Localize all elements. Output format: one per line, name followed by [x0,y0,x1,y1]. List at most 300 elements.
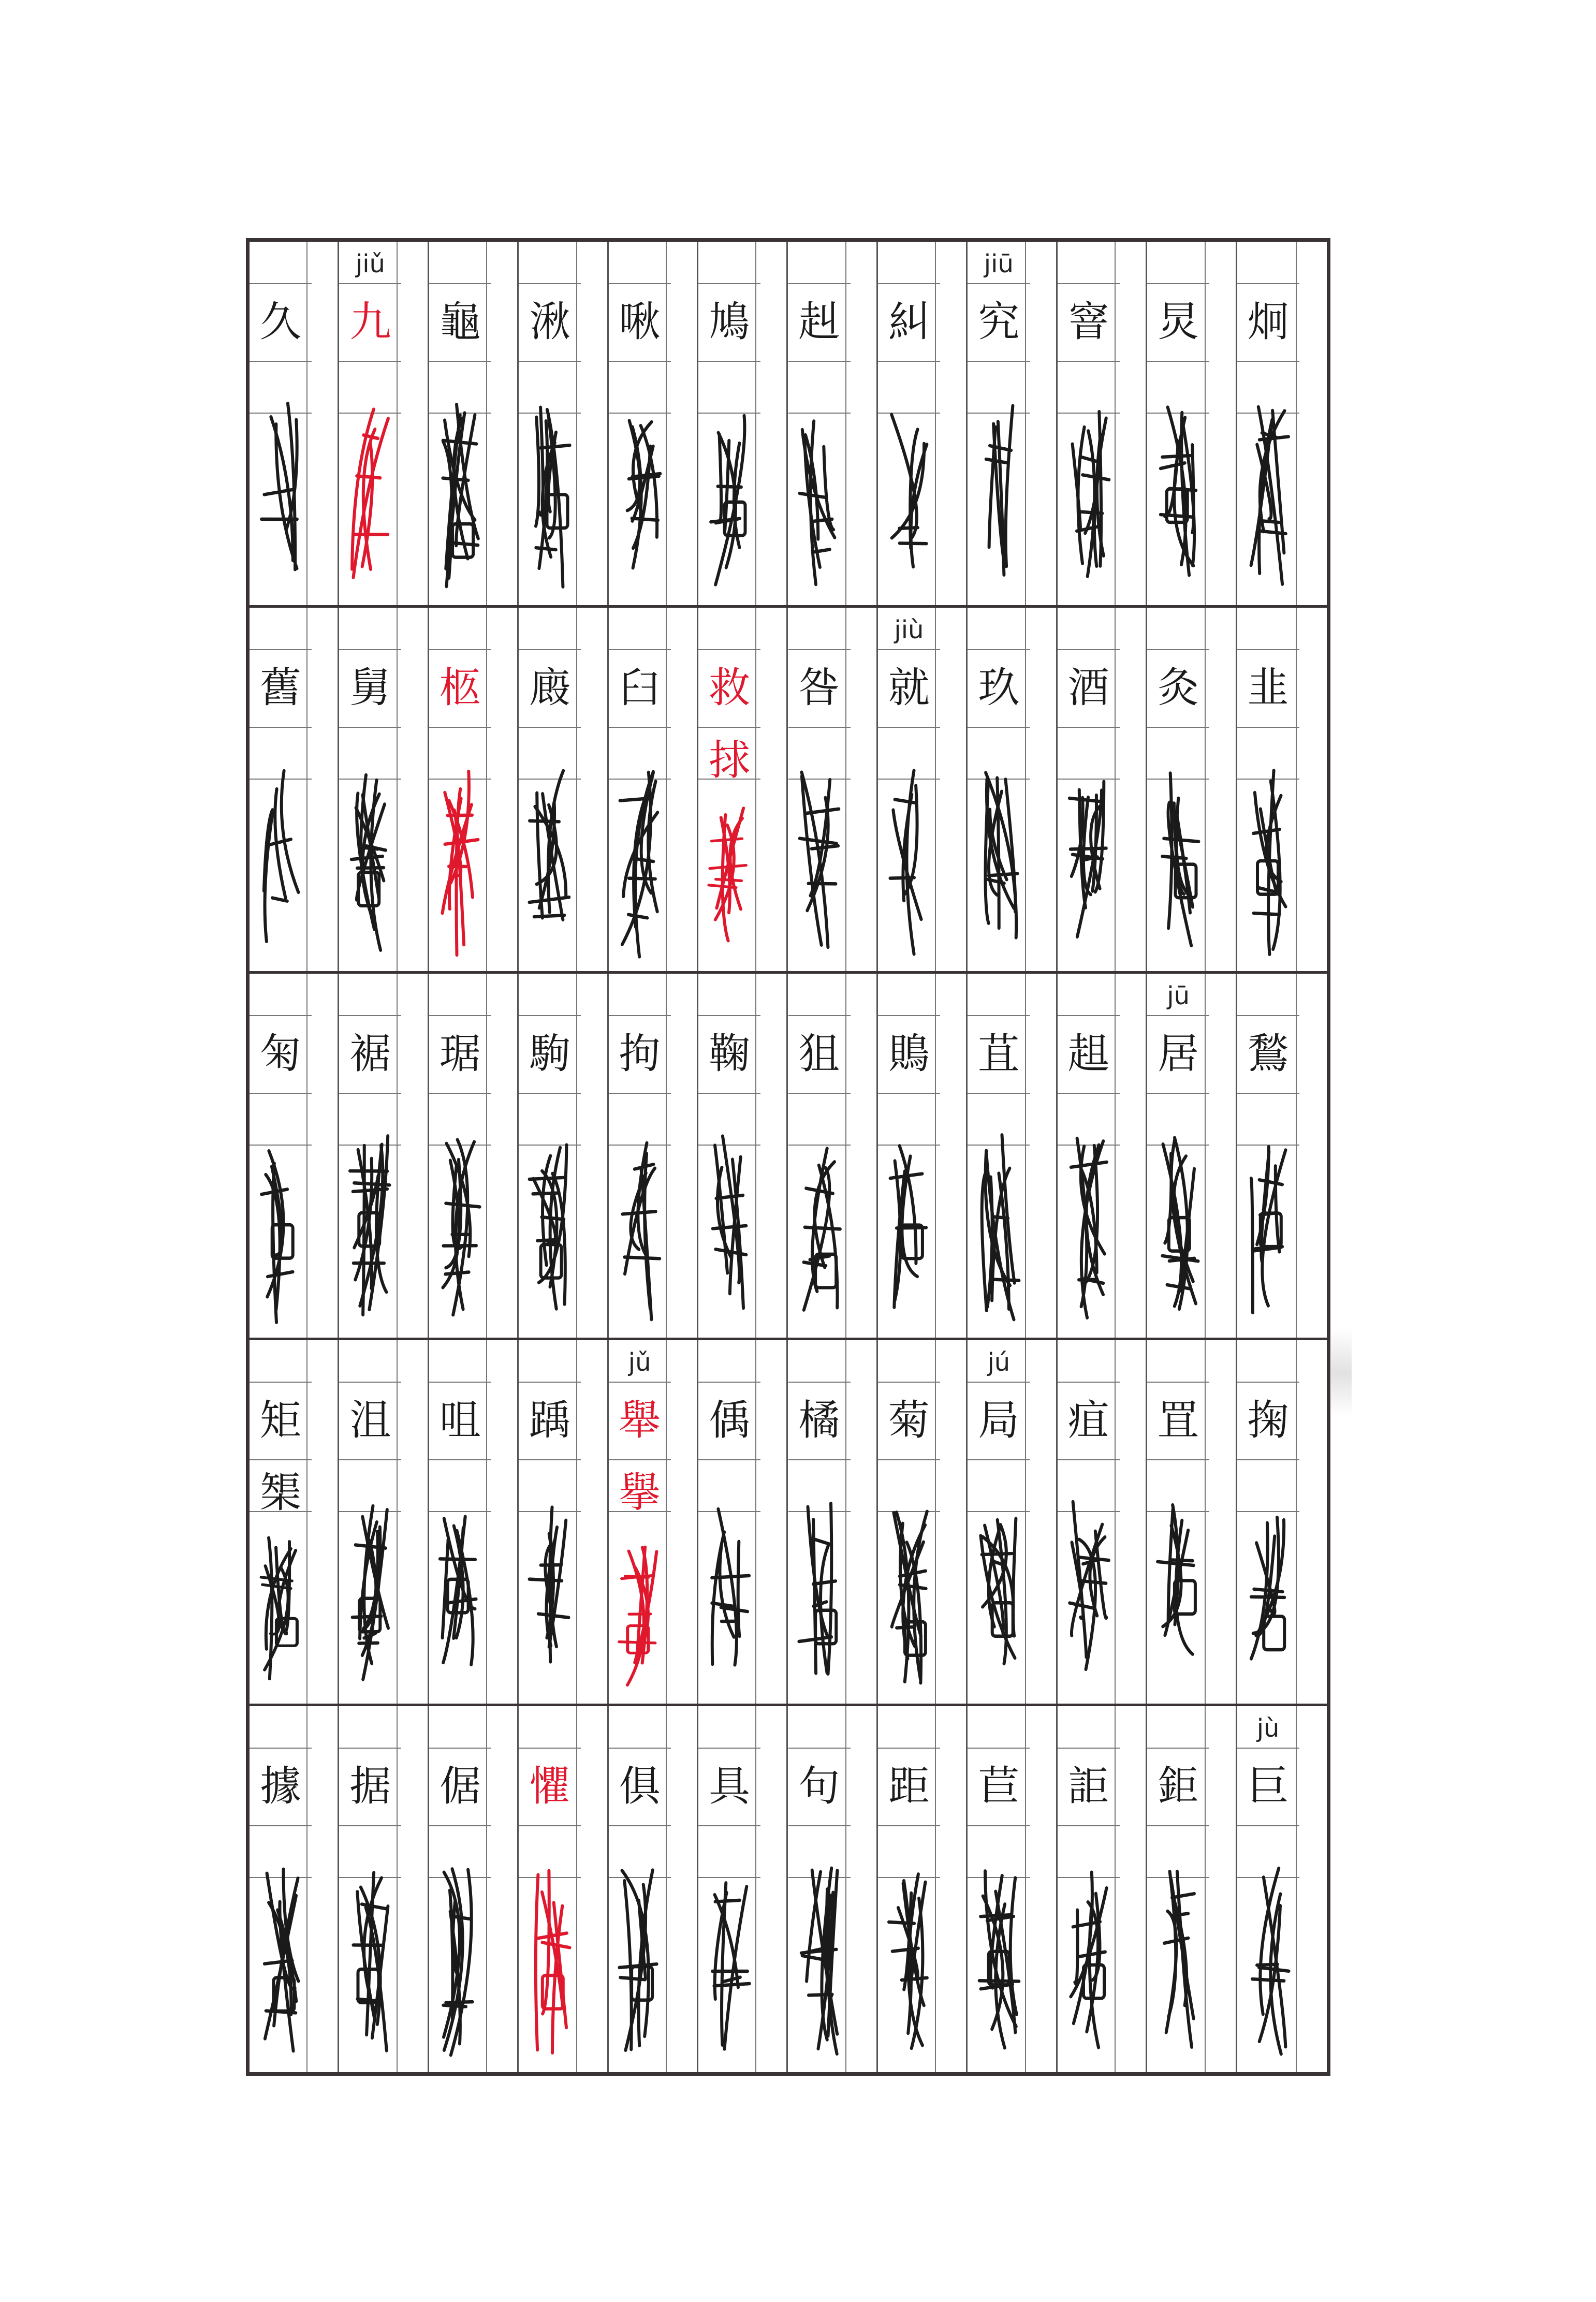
pinyin-label [1147,1344,1209,1381]
cell-rule [609,727,671,728]
cell-rule [429,1382,491,1383]
cell-rule [339,1459,401,1460]
cell-rule [1237,1382,1299,1383]
cell-rule [878,1825,940,1826]
regular-script-char: 据 [349,1762,391,1810]
character-cell [878,242,968,605]
cell-rule [878,283,940,284]
cell-rule [1058,361,1120,362]
character-cell [609,974,698,1337]
pinyin-label [1237,978,1299,1014]
regular-script-char: 偊 [709,1396,751,1444]
seal-script-glyph [524,1495,576,1696]
pinyin-label [519,1710,581,1747]
regular-script-char: 救 [709,664,751,712]
cell-rule [1058,1093,1120,1094]
table-row [250,974,1327,1340]
table-row [250,1340,1327,1706]
seal-script-glyph [1242,1495,1294,1696]
character-cell [878,1706,968,2072]
seal-script-glyph [1063,763,1115,963]
character-cell [250,974,339,1337]
regular-script-char: 灸 [1158,664,1199,712]
pinyin-label [1237,246,1299,282]
pinyin-label [788,978,851,1014]
regular-script-char: 鵙 [888,1030,930,1078]
character-cell [1058,974,1147,1337]
regular-script-char: 踽 [529,1396,571,1444]
cell-rule [1237,727,1299,728]
regular-script-char: 距 [888,1762,930,1810]
margin-column [1296,1706,1327,2072]
character-cell [968,1706,1057,2072]
character-cell [519,242,608,605]
pinyin-label: jú [987,1347,1011,1377]
regular-script-char: 炅 [1158,298,1199,346]
cell-rule [1147,283,1209,284]
cell-rule [698,1825,760,1826]
regular-script-char: 鉅 [1158,1762,1199,1810]
pinyin-label [878,1710,940,1747]
cell-rule [519,361,581,362]
character-cell [339,608,429,971]
cell-rule [878,1093,940,1094]
seal-script-glyph [1063,1129,1115,1329]
character-cell [698,1340,788,1704]
cell-rule [1058,727,1120,728]
regular-script-char: 巨 [1247,1762,1289,1810]
cell-rule [968,727,1030,728]
pinyin-label [1058,612,1120,648]
regular-script-char: 狙 [798,1030,840,1078]
cell-rule [1058,1459,1120,1460]
regular-script-char: 酒 [1067,664,1109,712]
cell-rule [519,1459,581,1460]
cell-rule [1058,649,1120,650]
seal-script-glyph [255,397,306,597]
seal-script-glyph [1063,1495,1115,1696]
seal-script-glyph [794,1861,845,2062]
cell-rule [878,649,940,650]
regular-script-char: 俱 [619,1762,661,1810]
seal-script-glyph [883,1861,935,2062]
seal-script-glyph [794,397,845,597]
table-row [250,1706,1327,2072]
regular-script-char: 矩 [260,1396,301,1444]
character-cell [250,608,339,971]
pinyin-label [609,612,671,648]
cell-rule [1147,1382,1209,1383]
character-cell [788,242,878,605]
seal-script-glyph [344,1861,396,2062]
seal-script-glyph [704,1861,755,2062]
regular-script-char: 廄 [529,664,571,712]
character-cell [429,242,519,605]
cell-rule [968,1382,1030,1383]
cell-rule [788,1015,851,1016]
cell-rule [1147,1093,1209,1094]
character-cell [968,608,1057,971]
character-cell [250,1340,339,1704]
cell-rule [519,1382,581,1383]
cell-rule [1058,1825,1120,1826]
regular-script-variant: 捄 [709,736,751,785]
regular-script-char: 龜 [439,298,481,346]
character-cell [968,242,1057,605]
character-cell [1147,608,1237,971]
seal-script-glyph [614,397,666,597]
regular-script-char: 居 [1158,1030,1199,1078]
character-cell [519,608,608,971]
seal-script-glyph [1152,1495,1204,1696]
cell-rule [1147,1459,1209,1460]
seal-script-glyph [255,1129,306,1329]
character-cell [788,608,878,971]
cell-rule [788,1748,851,1749]
regular-script-char: 詎 [1067,1762,1109,1810]
cell-rule [1147,1748,1209,1749]
character-cell [1237,242,1327,605]
seal-script-glyph [1152,763,1204,963]
cell-rule [878,1459,940,1460]
pinyin-label [1058,1344,1120,1381]
regular-script-char: 掬 [1247,1396,1289,1444]
character-cell [1147,1706,1237,2072]
pinyin-label: jū [1167,981,1190,1011]
character-table [246,238,1330,2076]
seal-script-glyph [704,1495,755,1696]
cell-rule [609,649,671,650]
cell-rule [698,283,760,284]
regular-script-char: 九 [349,298,391,346]
cell-rule [968,1748,1030,1749]
cell-rule [1237,1825,1299,1826]
seal-script-glyph [614,1532,666,1696]
pinyin-label [519,246,581,282]
regular-script-char: 柩 [439,664,481,712]
cell-rule [1147,361,1209,362]
regular-script-char: 咀 [439,1396,481,1444]
pinyin-label: jiū [984,250,1014,278]
cell-rule [429,1825,491,1826]
cell-rule [788,727,851,728]
character-cell [250,242,339,605]
character-cell [878,608,968,971]
cell-rule [968,1015,1030,1016]
pinyin-label [878,978,940,1014]
cell-rule [609,1093,671,1094]
table-row [250,242,1327,608]
regular-script-char: 駒 [529,1030,571,1078]
cell-rule [250,1748,312,1749]
cell-rule [250,1015,312,1016]
regular-script-char: 鳩 [709,298,751,346]
pinyin-label [968,612,1030,648]
pinyin-label [250,246,312,282]
character-cell [339,1340,429,1704]
cell-rule [698,361,760,362]
seal-script-glyph [434,763,486,963]
cell-rule [968,1459,1030,1460]
regular-script-char: 菊 [888,1396,930,1444]
cell-rule [1147,727,1209,728]
pinyin-label: jiù [894,615,924,645]
cell-rule [1058,1015,1120,1016]
cell-rule [519,1093,581,1094]
character-cell [429,608,519,971]
regular-script-char: 懼 [529,1762,571,1810]
character-cell [609,1706,698,2072]
pinyin-label [1147,612,1209,648]
cell-rule [339,361,401,362]
margin-column [1296,242,1327,605]
regular-script-char: 句 [798,1762,840,1810]
character-cell [1147,974,1237,1337]
seal-script-glyph [524,397,576,597]
cell-rule [698,1093,760,1094]
cell-rule [878,1748,940,1749]
regular-script-char: 咎 [798,664,840,712]
cell-rule [968,649,1030,650]
pinyin-label [788,1710,851,1747]
cell-rule [788,1825,851,1826]
regular-script-char: 舅 [349,664,391,712]
regular-script-char: 糾 [888,298,930,346]
cell-rule [1147,1825,1209,1826]
cell-rule [878,1382,940,1383]
pinyin-label [878,246,940,282]
cell-rule [698,649,760,650]
cell-rule [1237,1015,1299,1016]
pinyin-label [429,1710,491,1747]
pinyin-label [429,978,491,1014]
cell-rule [878,727,940,728]
pinyin-label [1147,246,1209,282]
cell-rule [1237,1093,1299,1094]
cell-rule [339,1382,401,1383]
character-cell [519,974,608,1337]
pinyin-label [339,612,401,648]
cell-rule [788,1382,851,1383]
character-cell [878,1340,968,1704]
pinyin-label [788,612,851,648]
pinyin-label [1237,612,1299,648]
seal-script-glyph [704,1129,755,1329]
cell-rule [519,727,581,728]
cell-rule [698,1748,760,1749]
character-cell [250,1706,339,2072]
regular-script-char: 具 [709,1762,751,1810]
regular-script-char: 臼 [619,664,661,712]
cell-rule [339,1825,401,1826]
seal-script-glyph [1152,1861,1204,2062]
pinyin-label [698,1344,760,1381]
character-cell [1058,1340,1147,1704]
regular-script-char: 橘 [798,1396,840,1444]
pinyin-label [609,978,671,1014]
cell-rule [250,361,312,362]
pinyin-label [698,612,760,648]
regular-script-char: 苣 [978,1762,1020,1810]
cell-rule [968,1093,1030,1094]
seal-script-glyph [344,397,396,597]
character-cell [1237,608,1327,971]
pinyin-label [609,1710,671,1747]
regular-script-char: 舉 [619,1396,661,1444]
cell-rule [429,1093,491,1094]
cell-rule [968,361,1030,362]
character-cell [788,974,878,1337]
cell-rule [429,1459,491,1460]
seal-script-glyph [344,1129,396,1329]
seal-script-glyph [1063,397,1115,597]
pinyin-label [698,978,760,1014]
regular-script-char: 炯 [1247,298,1289,346]
cell-rule [788,1093,851,1094]
pinyin-label: jǔ [628,1347,651,1377]
character-cell [609,1340,698,1704]
character-cell [609,608,698,971]
seal-script-glyph [434,1495,486,1696]
margin-column [1296,1340,1327,1704]
character-cell [1058,242,1147,605]
cell-rule [250,727,312,728]
cell-rule [519,283,581,284]
seal-script-glyph [883,1495,935,1696]
cell-rule [788,649,851,650]
seal-script-glyph [704,397,755,597]
character-cell [429,1706,519,2072]
character-cell [519,1706,608,2072]
cell-rule [519,1748,581,1749]
cell-rule [788,283,851,284]
seal-script-glyph [434,397,486,597]
cell-rule [609,361,671,362]
character-cell [339,974,429,1337]
pinyin-label [788,246,851,282]
seal-script-glyph [255,1861,306,2062]
cell-rule [878,1015,940,1016]
seal-script-glyph [255,763,306,963]
cell-rule [698,1459,760,1460]
seal-script-glyph [614,1129,666,1329]
pinyin-label [339,1344,401,1381]
cell-rule [788,361,851,362]
seal-script-glyph [524,763,576,963]
character-cell [609,242,698,605]
pinyin-label: jiǔ [355,250,385,278]
regular-script-char: 裾 [349,1030,391,1078]
cell-rule [250,649,312,650]
margin-column [1296,608,1327,971]
pinyin-label [339,978,401,1014]
cell-rule [1237,649,1299,650]
cell-rule [339,1093,401,1094]
regular-script-char: 匊 [260,1030,301,1078]
cell-rule [1147,1015,1209,1016]
cell-rule [429,649,491,650]
pinyin-label [1058,246,1120,282]
regular-script-char: 究 [978,298,1020,346]
regular-script-char: 窨 [1067,298,1109,346]
character-cell [1058,1706,1147,2072]
character-cell [1237,1340,1327,1704]
cell-rule [1058,1382,1120,1383]
seal-script-glyph [344,763,396,963]
cell-rule [429,1015,491,1016]
cell-rule [250,1825,312,1826]
pinyin-label [250,1344,312,1381]
regular-script-char: 赳 [798,298,840,346]
seal-script-glyph [794,1495,845,1696]
character-cell [339,1706,429,2072]
cell-rule [339,1748,401,1749]
pinyin-label [878,1344,940,1381]
pinyin-label [788,1344,851,1381]
pinyin-label [250,612,312,648]
seal-script-glyph [1063,1861,1115,2062]
character-cell [429,974,519,1337]
seal-script-glyph [434,1129,486,1329]
cell-rule [1147,649,1209,650]
seal-script-glyph [614,1861,666,2062]
cell-rule [788,1459,851,1460]
cell-rule [1237,283,1299,284]
cell-rule [519,1015,581,1016]
pinyin-label [1058,978,1120,1014]
character-cell [429,1340,519,1704]
character-cell [1237,974,1327,1337]
seal-script-glyph [1152,1129,1204,1329]
pinyin-label [968,1710,1030,1747]
regular-script-variant: 榘 [260,1468,301,1517]
seal-script-glyph [973,1861,1024,2062]
seal-script-glyph [883,1129,935,1329]
pinyin-label [968,978,1030,1014]
cell-rule [339,649,401,650]
character-cell [339,242,429,605]
pinyin-label [698,1710,760,1747]
seal-script-glyph [344,1495,396,1696]
regular-script-char: 啾 [619,298,661,346]
pinyin-label [698,246,760,282]
regular-script-char: 就 [888,664,930,712]
seal-script-glyph [973,1129,1024,1329]
pinyin-label [519,1344,581,1381]
cell-rule [1058,1748,1120,1749]
regular-script-char: 久 [260,298,301,346]
cell-rule [250,1093,312,1094]
margin-column [1296,974,1327,1337]
seal-script-glyph [614,763,666,963]
regular-script-char: 舊 [260,664,301,712]
seal-script-glyph [704,799,755,963]
seal-script-glyph [1152,397,1204,597]
cell-rule [1237,1459,1299,1460]
pinyin-label [1058,1710,1120,1747]
cell-rule [429,283,491,284]
seal-script-glyph [434,1861,486,2062]
seal-script-glyph [524,1129,576,1329]
seal-script-glyph [883,763,935,963]
regular-script-char: 沮 [349,1396,391,1444]
seal-script-glyph [973,763,1024,963]
seal-script-glyph [973,397,1024,597]
table-row [250,608,1327,974]
regular-script-variant: 擧 [619,1468,661,1517]
cell-rule [339,727,401,728]
character-cell [698,974,788,1337]
